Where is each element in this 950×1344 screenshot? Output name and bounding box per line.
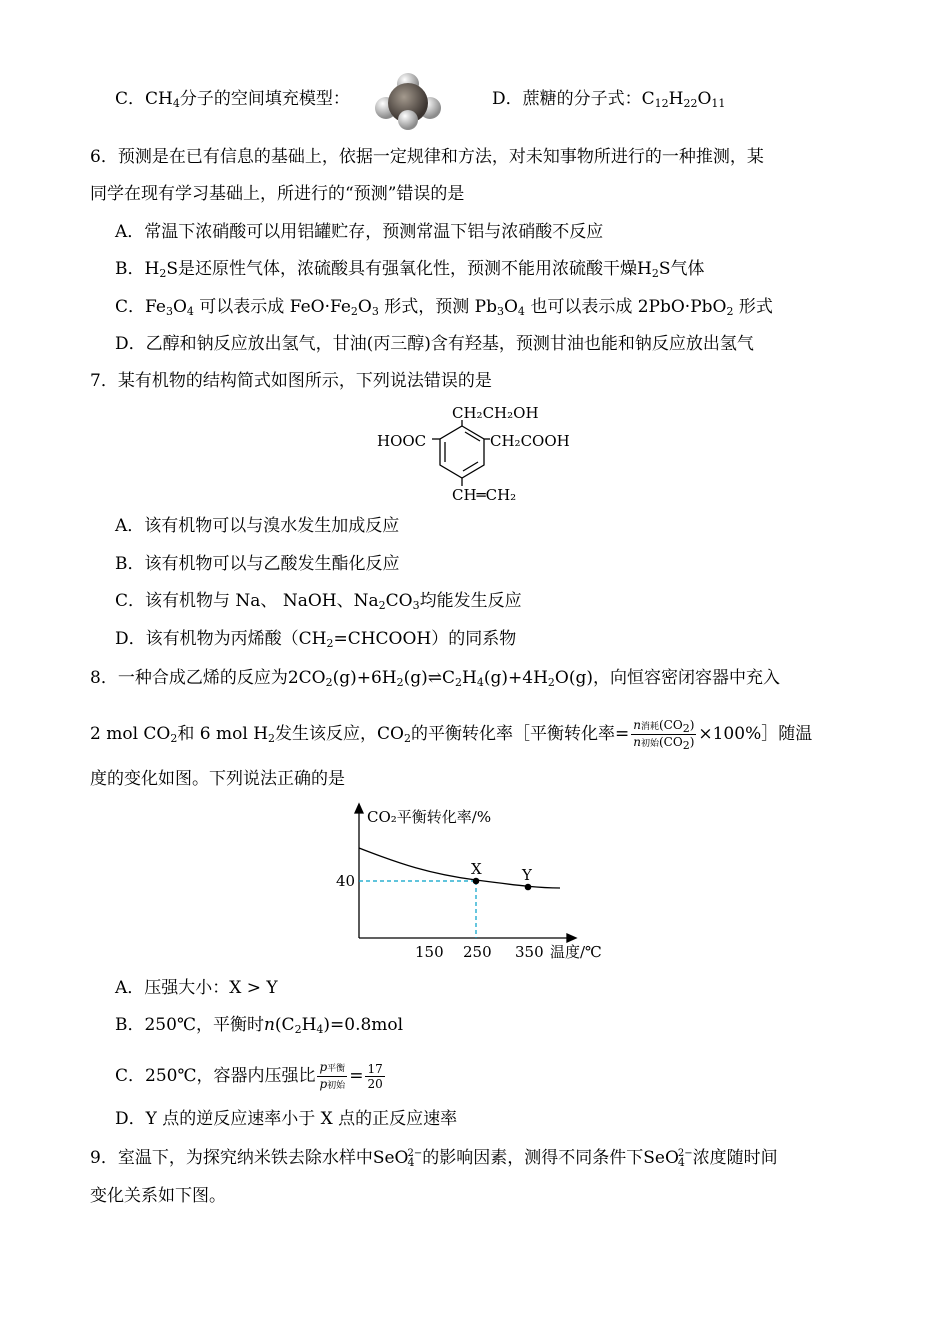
conversion-rate-fraction: $\frac{n消耗(CO_2)}{n初始(CO_2)}$ (633, 718, 695, 752)
q6-stem-line1: 6．预测是在已有信息的基础上，依据一定规律和方法，对未知事物所进行的一种推测，某 (90, 147, 764, 167)
q6-option-b: B．$H_2S$是还原性气体，浓硫酸具有强氧化性，预测不能用浓硫酸干燥$H_2S$气体 (115, 259, 705, 280)
q8-stem-line3: 度的变化如图。下列说法正确的是 (90, 769, 345, 789)
q5-option-d: D．蔗糖的分子式：$C_{12}H_{22}O_{11}$ (492, 89, 726, 110)
x-axis-arrow (567, 934, 576, 942)
substituent-top: CH₂CH₂OH (452, 404, 539, 422)
y-tick-40: 40 (336, 872, 356, 890)
q8-stem-line1: 8．一种合成乙烯的反应为$2CO_2(g)+6H_2(g)\rightleftharpoons C_2H_4(g)+4H_2O(g)$，向恒容密闭容器中充入 (90, 668, 781, 689)
q8-option-d: D．Y 点的逆反应速率小于 X 点的正反应速率 (115, 1109, 458, 1129)
structural-formula (372, 398, 592, 510)
q6-option-c: C．$Fe_3O_4$ 可以表示成 $FeO\cdot Fe_2O_3$ 形式，预测 $Pb_3O_4$ 也可以表示成 2PbO·PbO$_2$ 形式 (115, 297, 773, 318)
point-y-label: Y (522, 866, 532, 884)
x-tick-350: 350 (515, 943, 544, 961)
q7-option-a: A．该有机物可以与溴水发生加成反应 (115, 516, 400, 536)
x-tick-250: 250 (463, 943, 492, 961)
point-y (525, 884, 532, 891)
q9-stem-line1: 9．室温下，为探究纳米铁去除水样中SeO$_4^{2-}$的影响因素，测得不同条件下SeO$_4^{2-}$浓度随时间 (90, 1148, 778, 1169)
q7-stem: 7．某有机物的结构简式如图所示，下列说法错误的是 (90, 371, 492, 391)
point-x (473, 878, 480, 885)
q7-option-c: C．该有机物与 Na、 NaOH、$Na_2CO_3$均能发生反应 (115, 591, 522, 612)
q8-option-c: C．250℃，容器内压强比 $\frac{\text{p平衡}}{\text{p初始}}$ = $\frac{17}{20}$ (115, 1060, 383, 1091)
y-axis-label: CO₂平衡转化率/% (367, 808, 492, 826)
q7-option-b: B．该有机物可以与乙酸发生酯化反应 (115, 554, 400, 574)
co2-conversion-chart (330, 800, 630, 970)
q8-option-a: A．压强大小：X > Y (115, 978, 278, 998)
x-axis-label: 温度/℃ (550, 943, 602, 961)
substituent-left: HOOC (377, 432, 427, 450)
q9-stem-line2: 变化关系如下图。 (90, 1186, 226, 1206)
q6-option-d: D．乙醇和钠反应放出氢气，甘油(丙三醇)含有羟基，预测甘油也能和钠反应放出氢气 (115, 334, 754, 354)
q7-option-d: D．该有机物为丙烯酸$(CH_2=CHCOOH)$的同系物 (115, 629, 517, 650)
q8-stem-line2: 2 mol $CO_2$和 6 mol $H_2$发生该反应，$CO_2$的平衡转化率［平衡转化率= $\frac{n消耗(CO_2)}{n初始(CO_2)}$ ×100%］随温 (90, 718, 813, 752)
q6-option-a: A．常温下浓硝酸可以用铝罐贮存，预测常温下铝与浓硝酸不反应 (115, 222, 604, 242)
y-axis-arrow (355, 804, 363, 813)
methane-model-image (372, 70, 444, 132)
substituent-bottom: CH═CH₂ (452, 486, 517, 504)
x-tick-150: 150 (415, 943, 444, 961)
q5-option-c: C．$CH_4$分子的空间填充模型： (115, 89, 350, 110)
q8-option-b: B．250℃，平衡时$n(C_2H_4)=0.8mol$ (115, 1015, 404, 1036)
point-x-label: X (471, 860, 482, 878)
q6-stem-line2: 同学在现有学习基础上，所进行的“预测”错误的是 (90, 184, 465, 204)
substituent-right: CH₂COOH (490, 432, 570, 450)
